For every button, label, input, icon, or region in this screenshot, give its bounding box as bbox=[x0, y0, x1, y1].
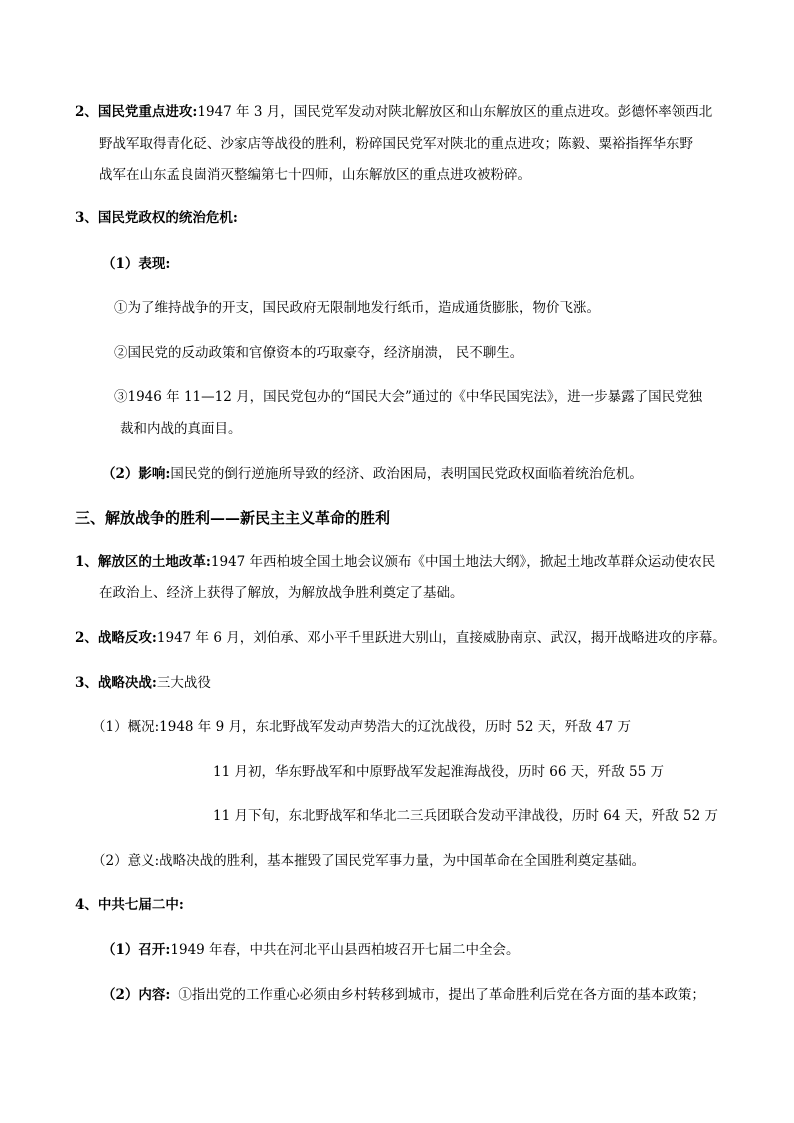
s3-item1: ①为了维持战争的开支，国民政府无限制地发行纸币，造成通货膨胀，物价飞涨。 bbox=[114, 300, 600, 316]
p3-overview-line bbox=[92, 717, 631, 737]
p3-meaning-text: 战略决战的胜利，基本摧毁了国民党军事力量，为中国革命在全国胜利奠定基础。 bbox=[159, 853, 646, 869]
p3-line bbox=[75, 673, 211, 693]
s2-line3: 战军在山东孟良崮消灭整编第七十四师，山东解放区的重点进攻被粉碎。 bbox=[99, 167, 531, 183]
p3-overview-label: （1）概况: bbox=[92, 719, 160, 735]
p4-content-line bbox=[102, 985, 705, 1005]
s2-line1 bbox=[75, 102, 712, 122]
s3-label: 3、国民党政权的统治危机: bbox=[75, 210, 238, 226]
p4-open-text: 1949 年春，中共在河北平山县西柏坡召开七届二中全会。 bbox=[170, 942, 520, 958]
p2-label: 2、战略反攻: bbox=[75, 630, 157, 646]
p3-title-text: 三大战役 bbox=[156, 675, 211, 691]
s3-sub2-label: （2）影响: bbox=[102, 466, 171, 482]
s2-text-1: 1947 年 3 月，国民党军发动对陕北解放区和山东解放区的重点进攻。彭德怀率领西北 bbox=[197, 104, 713, 120]
s3-sub2-text: 国民党的倒行逆施所导致的经济、政治困局，表明国民党政权面临着统治危机。 bbox=[170, 466, 643, 482]
p3-battle2: 11 月初，华东野战军和中原野战军发起淮海战役，历时 66 天，歼敌 55 万 bbox=[213, 764, 664, 780]
p3-battle3: 11 月下旬，东北野战军和华北二三兵团联合发动平津战役，历时 64 天，歼敌 52 万 bbox=[213, 808, 718, 824]
s3-sub2-line bbox=[102, 464, 643, 484]
p4-content-text: ①指出党的工作重心必须由乡村转移到城市，提出了革命胜利后党在各方面的基本政策； bbox=[178, 987, 705, 1003]
p1-line1 bbox=[75, 552, 715, 572]
section3-title: 三、解放战争的胜利——新民主主义革命的胜利 bbox=[75, 509, 391, 527]
p4-open-label: （1）召开: bbox=[102, 942, 171, 958]
p2-text: 1947 年 6 月，刘伯承、邓小平千里跃进大别山，直接威胁南京、武汉，揭开战略进攻的序幕。 bbox=[156, 630, 726, 646]
s2-label: 2、国民党重点进攻: bbox=[75, 104, 198, 120]
p1-line2: 在政治上、经济上获得了解放，为解放战争胜利奠定了基础。 bbox=[99, 585, 464, 601]
p4-label: 4、中共七届二中: bbox=[75, 897, 184, 913]
s3-item3-line2: 裁和内战的真面目。 bbox=[120, 421, 242, 437]
s2-line2: 野战军取得青化砭、沙家店等战役的胜利，粉碎国民党军对陕北的重点进攻；陈毅、粟裕指挥华东野 bbox=[99, 136, 693, 152]
s3-item2: ②国民党的反动政策和官僚资本的巧取豪夺，经济崩溃， 民不聊生。 bbox=[114, 345, 524, 361]
p3-meaning-label: （2）意义: bbox=[92, 853, 160, 869]
s3-sub1-label: （1）表现: bbox=[102, 256, 171, 272]
p4-content-label: （2）内容: bbox=[102, 987, 171, 1003]
p2-line bbox=[75, 628, 726, 648]
p3-meaning-line bbox=[92, 851, 645, 871]
p3-battle1: 1948 年 9 月，东北野战军发动声势浩大的辽沈战役，历时 52 天，歼敌 47 万 bbox=[159, 719, 631, 735]
p1-label: 1、解放区的土地改革: bbox=[75, 554, 211, 570]
s3-item3-line1: ③1946 年 11—12 月，国民党包办的“国民大会”通过的《中华民国宪法》，进一步暴露了国民党独 bbox=[114, 389, 703, 405]
p4-open-line bbox=[102, 940, 520, 960]
p1-text-1: 1947 年西柏坡全国土地会议颁布《中国土地法大纲》，掀起土地改革群众运动使农民 bbox=[210, 554, 716, 570]
p3-label: 3、战略决战: bbox=[75, 675, 157, 691]
